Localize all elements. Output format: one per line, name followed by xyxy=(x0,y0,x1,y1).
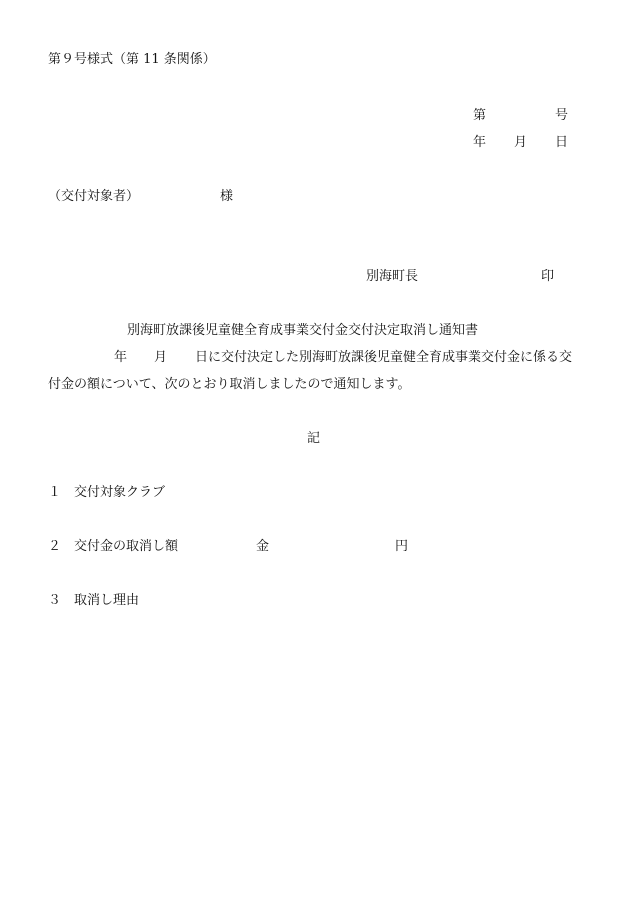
sender-name: 別海町長 xyxy=(366,269,419,284)
form-label: 第９号様式（第 11 条関係） xyxy=(48,52,216,67)
item-3-label: 取消し理由 xyxy=(74,593,140,608)
recipient-honorific: 様 xyxy=(220,189,234,204)
item-1-label: 交付対象クラブ xyxy=(74,485,166,500)
item-2-kin: 金 xyxy=(256,539,270,554)
body-year: 年 xyxy=(114,350,128,365)
item-3-number: ３ xyxy=(48,593,62,608)
item-2-label: 交付金の取消し額 xyxy=(74,539,179,554)
body-month: 月 xyxy=(154,350,168,365)
issue-date-month: 月 xyxy=(514,135,528,150)
body-line-2: 付金の額について、次のとおり取消しましたので通知します。 xyxy=(48,377,411,392)
document-title: 別海町放課後児童健全育成事業交付金交付決定取消し通知書 xyxy=(127,323,479,338)
item-2-number: ２ xyxy=(48,539,62,554)
issue-date-day: 日 xyxy=(555,135,569,150)
item-1-number: １ xyxy=(48,485,62,500)
document-number-go: 号 xyxy=(555,108,569,123)
document-number-dai: 第 xyxy=(473,108,487,123)
body-line-1: 日に交付決定した別海町放課後児童健全育成事業交付金に係る交 xyxy=(195,350,573,365)
ki-heading: 記 xyxy=(307,431,321,446)
item-2-en: 円 xyxy=(395,539,409,554)
issue-date-year: 年 xyxy=(473,135,487,150)
seal-mark: 印 xyxy=(541,269,555,284)
recipient-label: （交付対象者） xyxy=(48,189,140,204)
